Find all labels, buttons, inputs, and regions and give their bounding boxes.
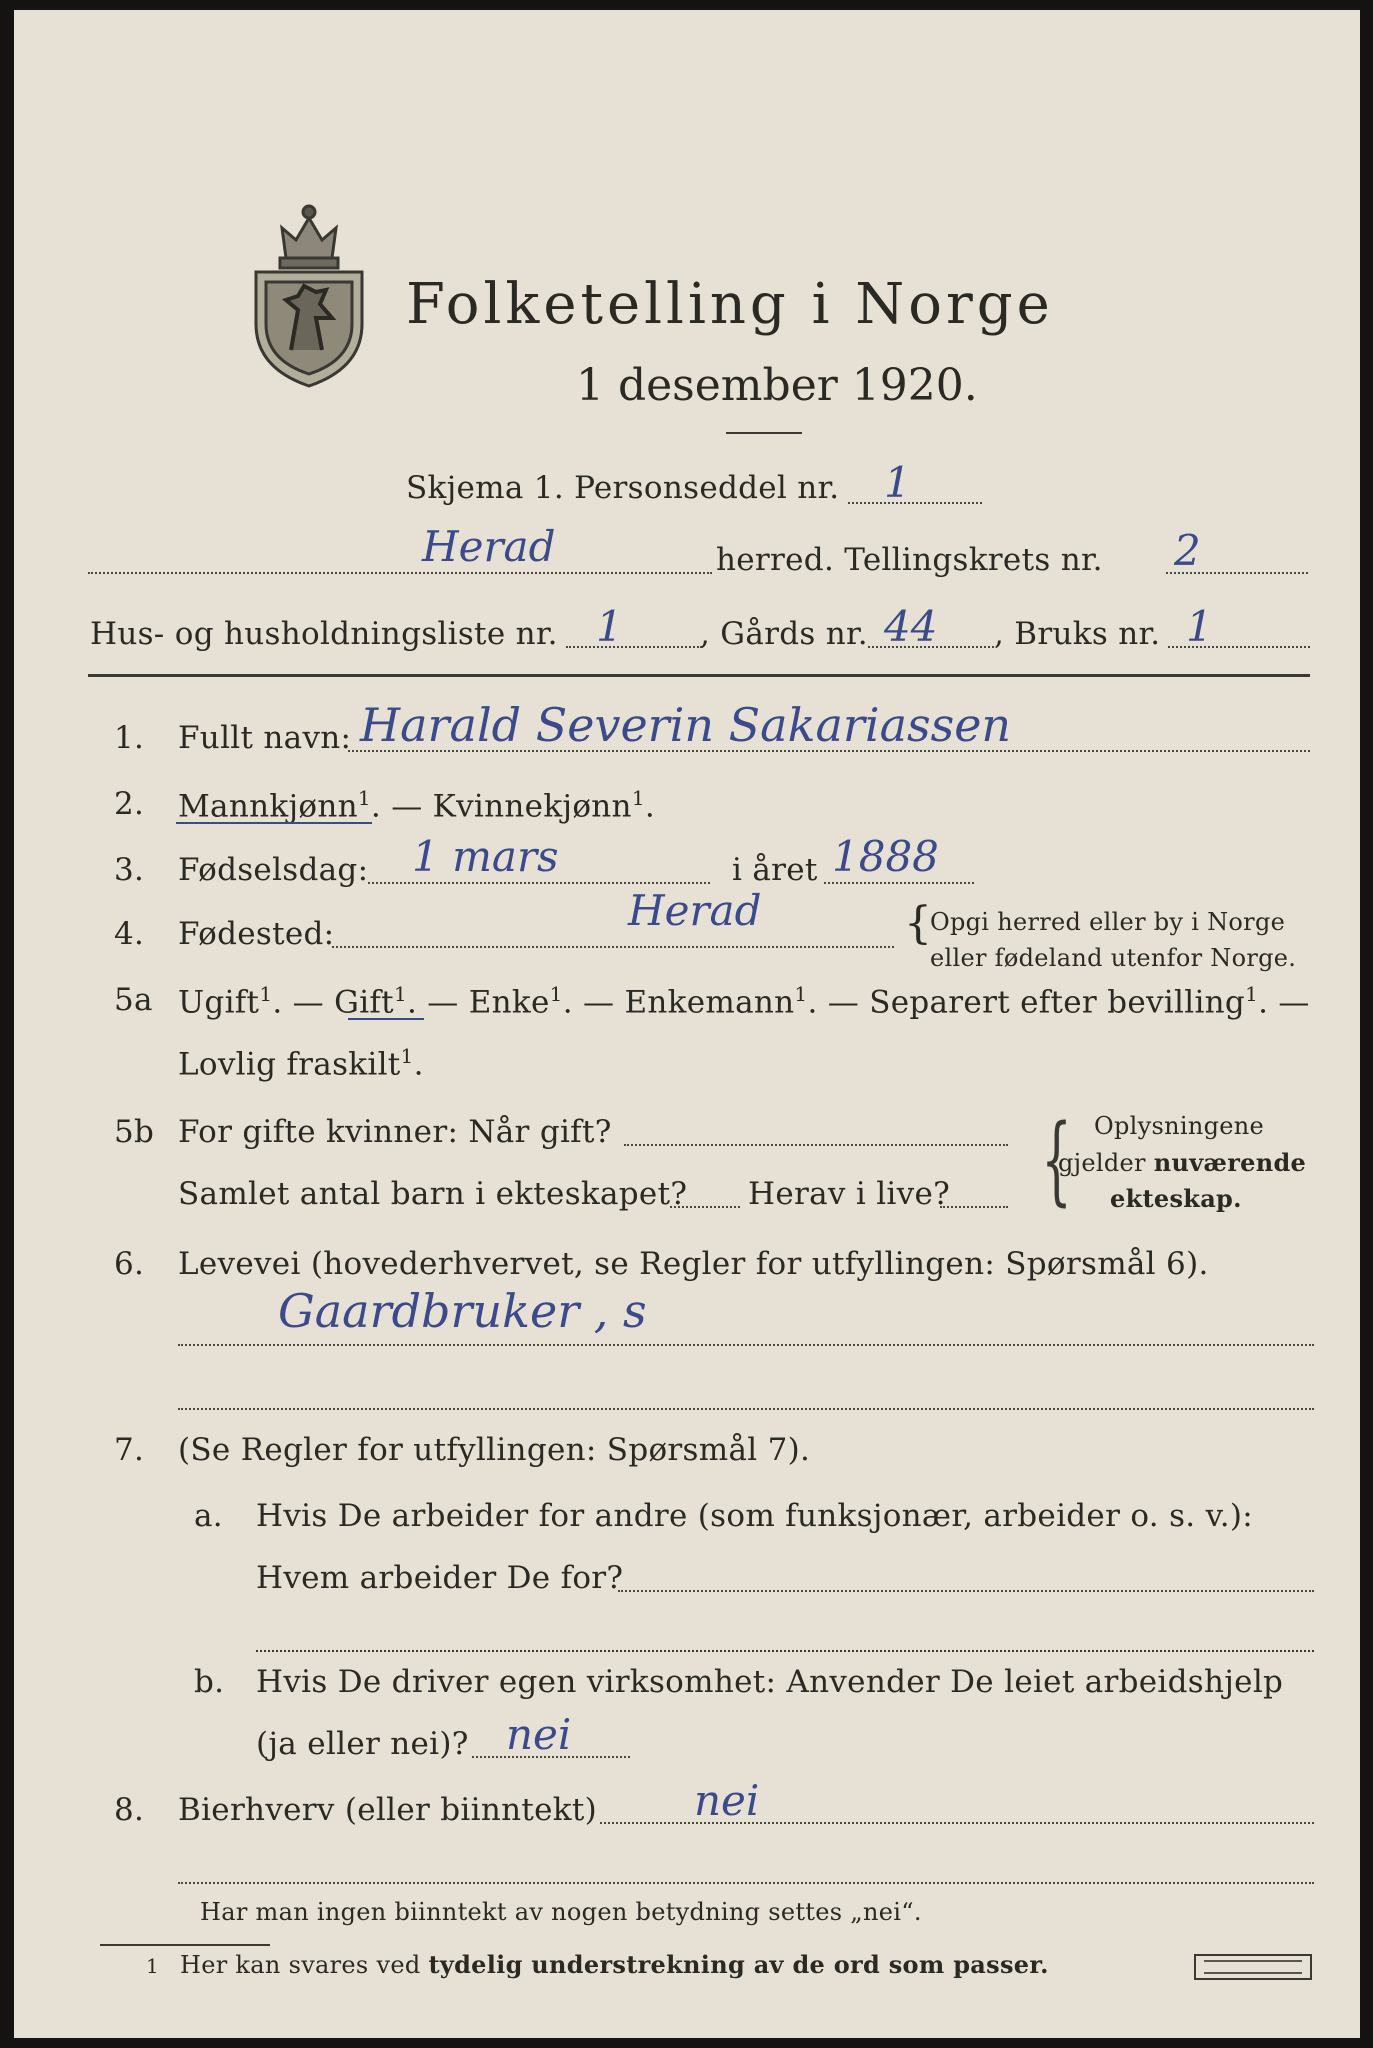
full-name-value[interactable]: Harald Severin Sakariassen bbox=[360, 698, 1012, 752]
q2-number: 2. bbox=[114, 786, 145, 822]
q8-number: 8. bbox=[114, 1792, 145, 1828]
male-underline-mark bbox=[176, 822, 372, 824]
q3-label: Fødselsdag: bbox=[178, 852, 369, 888]
q5a-fraskilt: Lovlig fraskilt$^1$. bbox=[178, 1044, 424, 1083]
q8-dots2 bbox=[178, 1882, 1314, 1884]
title-divider bbox=[726, 432, 802, 434]
herred-dots bbox=[88, 572, 712, 574]
year-dots bbox=[824, 882, 974, 884]
census-date: 1 desember 1920. bbox=[576, 360, 978, 411]
enke-option[interactable]: Enke bbox=[468, 984, 550, 1021]
q5b-dots3 bbox=[940, 1206, 1008, 1208]
form-title: Folketelling i Norge bbox=[406, 272, 1054, 337]
enkemann-option[interactable]: Enkemann bbox=[624, 984, 795, 1021]
q7-label: (Se Regler for utfyllingen: Spørsmål 7). bbox=[178, 1432, 811, 1468]
q3-number: 3. bbox=[114, 852, 145, 888]
gift-underline-mark bbox=[348, 1018, 424, 1020]
q6-dots1 bbox=[178, 1344, 1314, 1346]
q2-gender-line: Mannkjønn$^1$. — Kvinnekjønn$^1$. bbox=[178, 786, 655, 825]
q7b-label2: (ja eller nei)? bbox=[256, 1726, 469, 1762]
printer-stamp bbox=[1194, 1954, 1312, 1980]
hus-dots bbox=[566, 646, 702, 648]
q1-label: Fullt navn: bbox=[178, 720, 352, 756]
birthplace-value[interactable]: Herad bbox=[628, 886, 762, 935]
q4-number: 4. bbox=[114, 916, 145, 952]
norwegian-coat-of-arms-icon bbox=[246, 200, 372, 390]
herred-label: herred. Tellingskrets nr. bbox=[716, 542, 1103, 578]
q5b-label1: For gifte kvinner: Når gift? bbox=[178, 1114, 612, 1150]
hus-nr-value[interactable]: 1 bbox=[596, 602, 623, 651]
ugift-option[interactable]: Ugift bbox=[178, 984, 260, 1021]
q4-note-bracket: { bbox=[904, 898, 933, 949]
q5a-number: 5a bbox=[114, 982, 153, 1018]
q7a-label2: Hvem arbeider De for? bbox=[256, 1560, 624, 1596]
q1-number: 1. bbox=[114, 720, 145, 756]
q5b-note1: Oplysningene bbox=[1094, 1112, 1265, 1140]
fraskilt-option[interactable]: Lovlig fraskilt bbox=[178, 1046, 401, 1083]
q5a-options-line: Ugift$^1$. — Gift$^1$. — Enke$^1$. — Enkemann$^1$. — Separert efter bevilling$^1$. — bbox=[178, 982, 1310, 1021]
q5b-dots2 bbox=[670, 1206, 740, 1208]
q7a-letter: a. bbox=[194, 1498, 223, 1534]
q8-note: Har man ingen biinntekt av nogen betydning settes „nei“. bbox=[200, 1898, 922, 1926]
herred-name-value[interactable]: Herad bbox=[422, 522, 556, 571]
q5b-label3: Herav i live? bbox=[748, 1176, 951, 1212]
q6-label: Levevei (hovederhvervet, se Regler for utfyllingen: Spørsmål 6). bbox=[178, 1246, 1209, 1282]
birthday-value[interactable]: 1 mars bbox=[412, 832, 559, 881]
q6-number: 6. bbox=[114, 1246, 145, 1282]
census-form-page bbox=[14, 10, 1360, 2038]
q3-year-label: i året bbox=[732, 852, 818, 888]
q5b-note-bracket: { bbox=[1041, 1104, 1072, 1216]
q7b-letter: b. bbox=[194, 1664, 225, 1700]
gift-option[interactable]: Gift bbox=[334, 984, 394, 1021]
bruks-label: , Bruks nr. bbox=[994, 616, 1161, 652]
q5b-note3: ekteskap. bbox=[1110, 1184, 1242, 1213]
male-option[interactable]: Mannkjønn bbox=[178, 788, 358, 825]
q7a-dots bbox=[618, 1590, 1314, 1592]
hus-label: Hus- og husholdningsliste nr. bbox=[90, 616, 558, 652]
occupation-value[interactable]: Gaardbruker , s bbox=[278, 1284, 647, 1338]
birth-year-value[interactable]: 1888 bbox=[832, 832, 939, 881]
personseddel-nr-value[interactable]: 1 bbox=[884, 458, 911, 507]
header-divider bbox=[88, 674, 1310, 677]
q8-label: Bierhverv (eller biinntekt) bbox=[178, 1792, 598, 1828]
gards-nr-value[interactable]: 44 bbox=[884, 602, 938, 651]
female-option[interactable]: Kvinnekjønn bbox=[432, 788, 632, 825]
footnote-rule bbox=[100, 1944, 270, 1946]
personseddel-dots bbox=[848, 502, 982, 504]
q5b-number: 5b bbox=[114, 1114, 155, 1150]
footnote-text: Her kan svares ved tydelig understrekning av de ord som passer. bbox=[180, 1950, 1049, 1979]
q7-number: 7. bbox=[114, 1432, 145, 1468]
footnote-mark: 1 bbox=[146, 1954, 160, 1978]
q5b-note2: gjelder nuværende bbox=[1058, 1148, 1307, 1177]
q7a-label: Hvis De arbeider for andre (som funksjonær, arbeider o. s. v.): bbox=[256, 1498, 1254, 1534]
q4-note-line2: eller fødeland utenfor Norge. bbox=[930, 944, 1297, 972]
q5b-label2: Samlet antal barn i ekteskapet? bbox=[178, 1176, 688, 1212]
q3-dots bbox=[368, 882, 710, 884]
tellingskrets-nr-value[interactable]: 2 bbox=[1174, 526, 1201, 575]
q4-label: Fødested: bbox=[178, 916, 335, 952]
schema-label: Skjema 1. Personseddel nr. bbox=[406, 470, 840, 506]
side-income-value[interactable]: nei bbox=[694, 1776, 760, 1825]
hired-help-value[interactable]: nei bbox=[506, 1710, 572, 1759]
bruks-nr-value[interactable]: 1 bbox=[1186, 602, 1213, 651]
q5b-dots1 bbox=[624, 1144, 1008, 1146]
gards-label: , Gårds nr. bbox=[700, 616, 868, 652]
q4-dots bbox=[332, 946, 894, 948]
q6-dots2 bbox=[178, 1408, 1314, 1410]
separert-option[interactable]: Separert efter bevilling bbox=[869, 984, 1246, 1021]
q4-note-line1: Opgi herred eller by i Norge bbox=[930, 908, 1286, 936]
q7b-label: Hvis De driver egen virksomhet: Anvender De leiet arbeidshjelp bbox=[256, 1664, 1284, 1700]
q7a-dots2 bbox=[256, 1650, 1314, 1652]
